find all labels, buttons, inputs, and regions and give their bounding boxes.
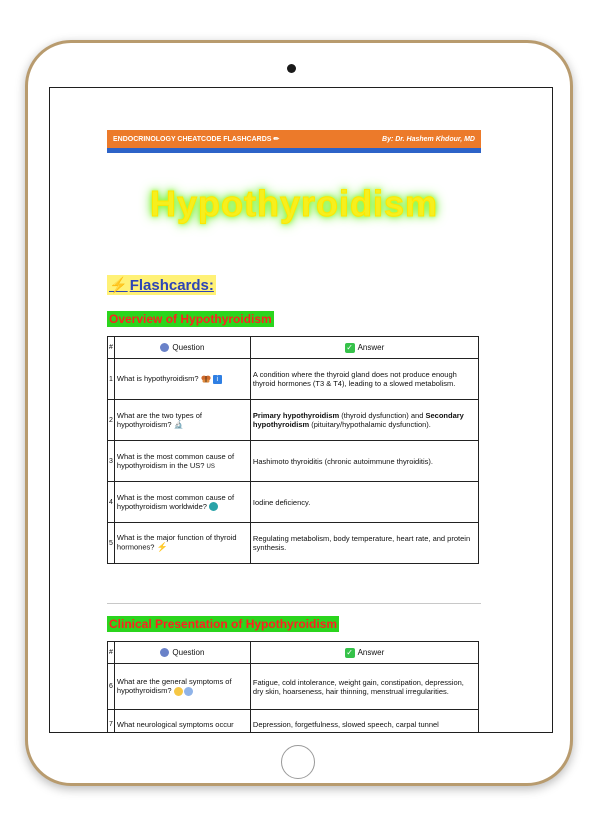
document-page[interactable] (49, 87, 553, 733)
answer-cell: Primary hypothyroidism (thyroid dysfunction) and Secondary hypothyroidism (pituitary/hypothalamic dysfunction). (250, 400, 478, 441)
table-row: 4 What is the most common cause of hypothyroidism worldwide? Iodine deficiency. (108, 482, 479, 523)
page-title: Hypothyroidism (149, 183, 439, 224)
flashcard-table-overview (107, 336, 479, 564)
question-cell: What are the two types of hypothyroidism? 🔬 (114, 400, 250, 441)
us-flag-icon: US (206, 464, 215, 470)
lightning-icon: ⚡ (109, 277, 128, 294)
tired-face-icon (174, 687, 183, 696)
col-question: Question (114, 642, 250, 664)
lightning-icon: ⚡ (156, 542, 168, 552)
camera-icon (287, 64, 296, 73)
col-answer: ✓ Answer (250, 337, 478, 359)
header-bar (107, 130, 481, 148)
table-header-row (108, 642, 479, 664)
answer-cell: Regulating metabolism, body temperature, heart rate, and protein synthesis. (250, 523, 478, 564)
section-title-clinical: Clinical Presentation of Hypothyroidism (109, 617, 338, 631)
col-answer: ✓ Answer (250, 642, 478, 664)
answer-cell: Iodine deficiency. (250, 482, 478, 523)
checkmark-icon: ✓ (346, 342, 353, 352)
answer-cell: Hashimoto thyroiditis (chronic autoimmune thyroiditis). (250, 441, 478, 482)
question-person-icon (160, 343, 169, 352)
table-row: 3 What is the most common cause of hypothyroidism in the US? US Hashimoto thyroiditis (chronic autoimmune thyroiditis). (108, 441, 479, 482)
cold-face-icon (184, 687, 193, 696)
table-row: 2 What are the two types of hypothyroidism? 🔬 Primary hypothyroidism (thyroid dysfunction) and Secondary hypothyroidism (pituitary/hypothalamic dysfunction). (108, 400, 479, 441)
table-row: 5 What is the major function of thyroid hormones? ⚡ Regulating metabolism, body temperature, heart rate, and protein synthesis. (108, 523, 479, 564)
question-cell: What is hypothyroidism? i (114, 359, 250, 400)
pencil-icon: ✏ (273, 136, 280, 143)
col-num: # (108, 642, 115, 664)
table-row: 1 What is hypothyroidism? i A condition where the thyroid gland does not produce enough thyroid hormones (T3 & T4), leading to a slowed metabolism. (108, 359, 479, 400)
table-header-row (108, 337, 479, 359)
answer-cell: A condition where the thyroid gland does not produce enough thyroid hormones (T3 & T4), leading to a slowed metabolism. (250, 359, 478, 400)
microscope-icon: 🔬 (173, 420, 184, 429)
header-title: ENDOCRINOLOGY CHEATCODE FLASHCARDS ✏ (113, 136, 280, 143)
home-button[interactable] (281, 745, 315, 779)
section-divider (107, 603, 481, 604)
answer-cell: Depression, forgetfulness, slowed speech, carpal tunnel (250, 710, 478, 734)
table-row: 7 What neurological symptoms occur Depression, forgetfulness, slowed speech, carpal tunnel (108, 710, 479, 734)
flashcards-heading (107, 275, 216, 295)
globe-icon (209, 502, 218, 511)
answer-cell: Fatigue, cold intolerance, weight gain, constipation, depression, dry skin, hoarseness, hair thinning, menstrual irregularities. (250, 664, 478, 710)
question-cell: What neurological symptoms occur (114, 710, 250, 734)
flashcard-table-clinical (107, 641, 479, 733)
info-icon: i (213, 375, 222, 384)
checkmark-icon: ✓ (346, 647, 353, 657)
question-cell: What is the major function of thyroid hormones? ⚡ (114, 523, 250, 564)
butterfly-icon (201, 375, 211, 383)
question-cell: What is the most common cause of hypothyroidism worldwide? (114, 482, 250, 523)
section-title-overview: Overview of Hypothyroidism (109, 312, 272, 326)
col-question: Question (114, 337, 250, 359)
table-row: 6 What are the general symptoms of hypothyroidism? Fatigue, cold intolerance, weight gain, constipation, depression, dry skin, hoarseness, hair thinning, menstrual irregularities. (108, 664, 479, 710)
col-num: # (108, 337, 115, 359)
question-person-icon (160, 648, 169, 657)
header-underline (107, 148, 481, 153)
question-cell: What are the general symptoms of hypothyroidism? (114, 664, 250, 710)
flashcards-heading-text: Flashcards: (129, 276, 214, 294)
question-cell: What is the most common cause of hypothyroidism in the US? US (114, 441, 250, 482)
header-author: By: Dr. Hashem Khdour, MD (382, 135, 475, 143)
